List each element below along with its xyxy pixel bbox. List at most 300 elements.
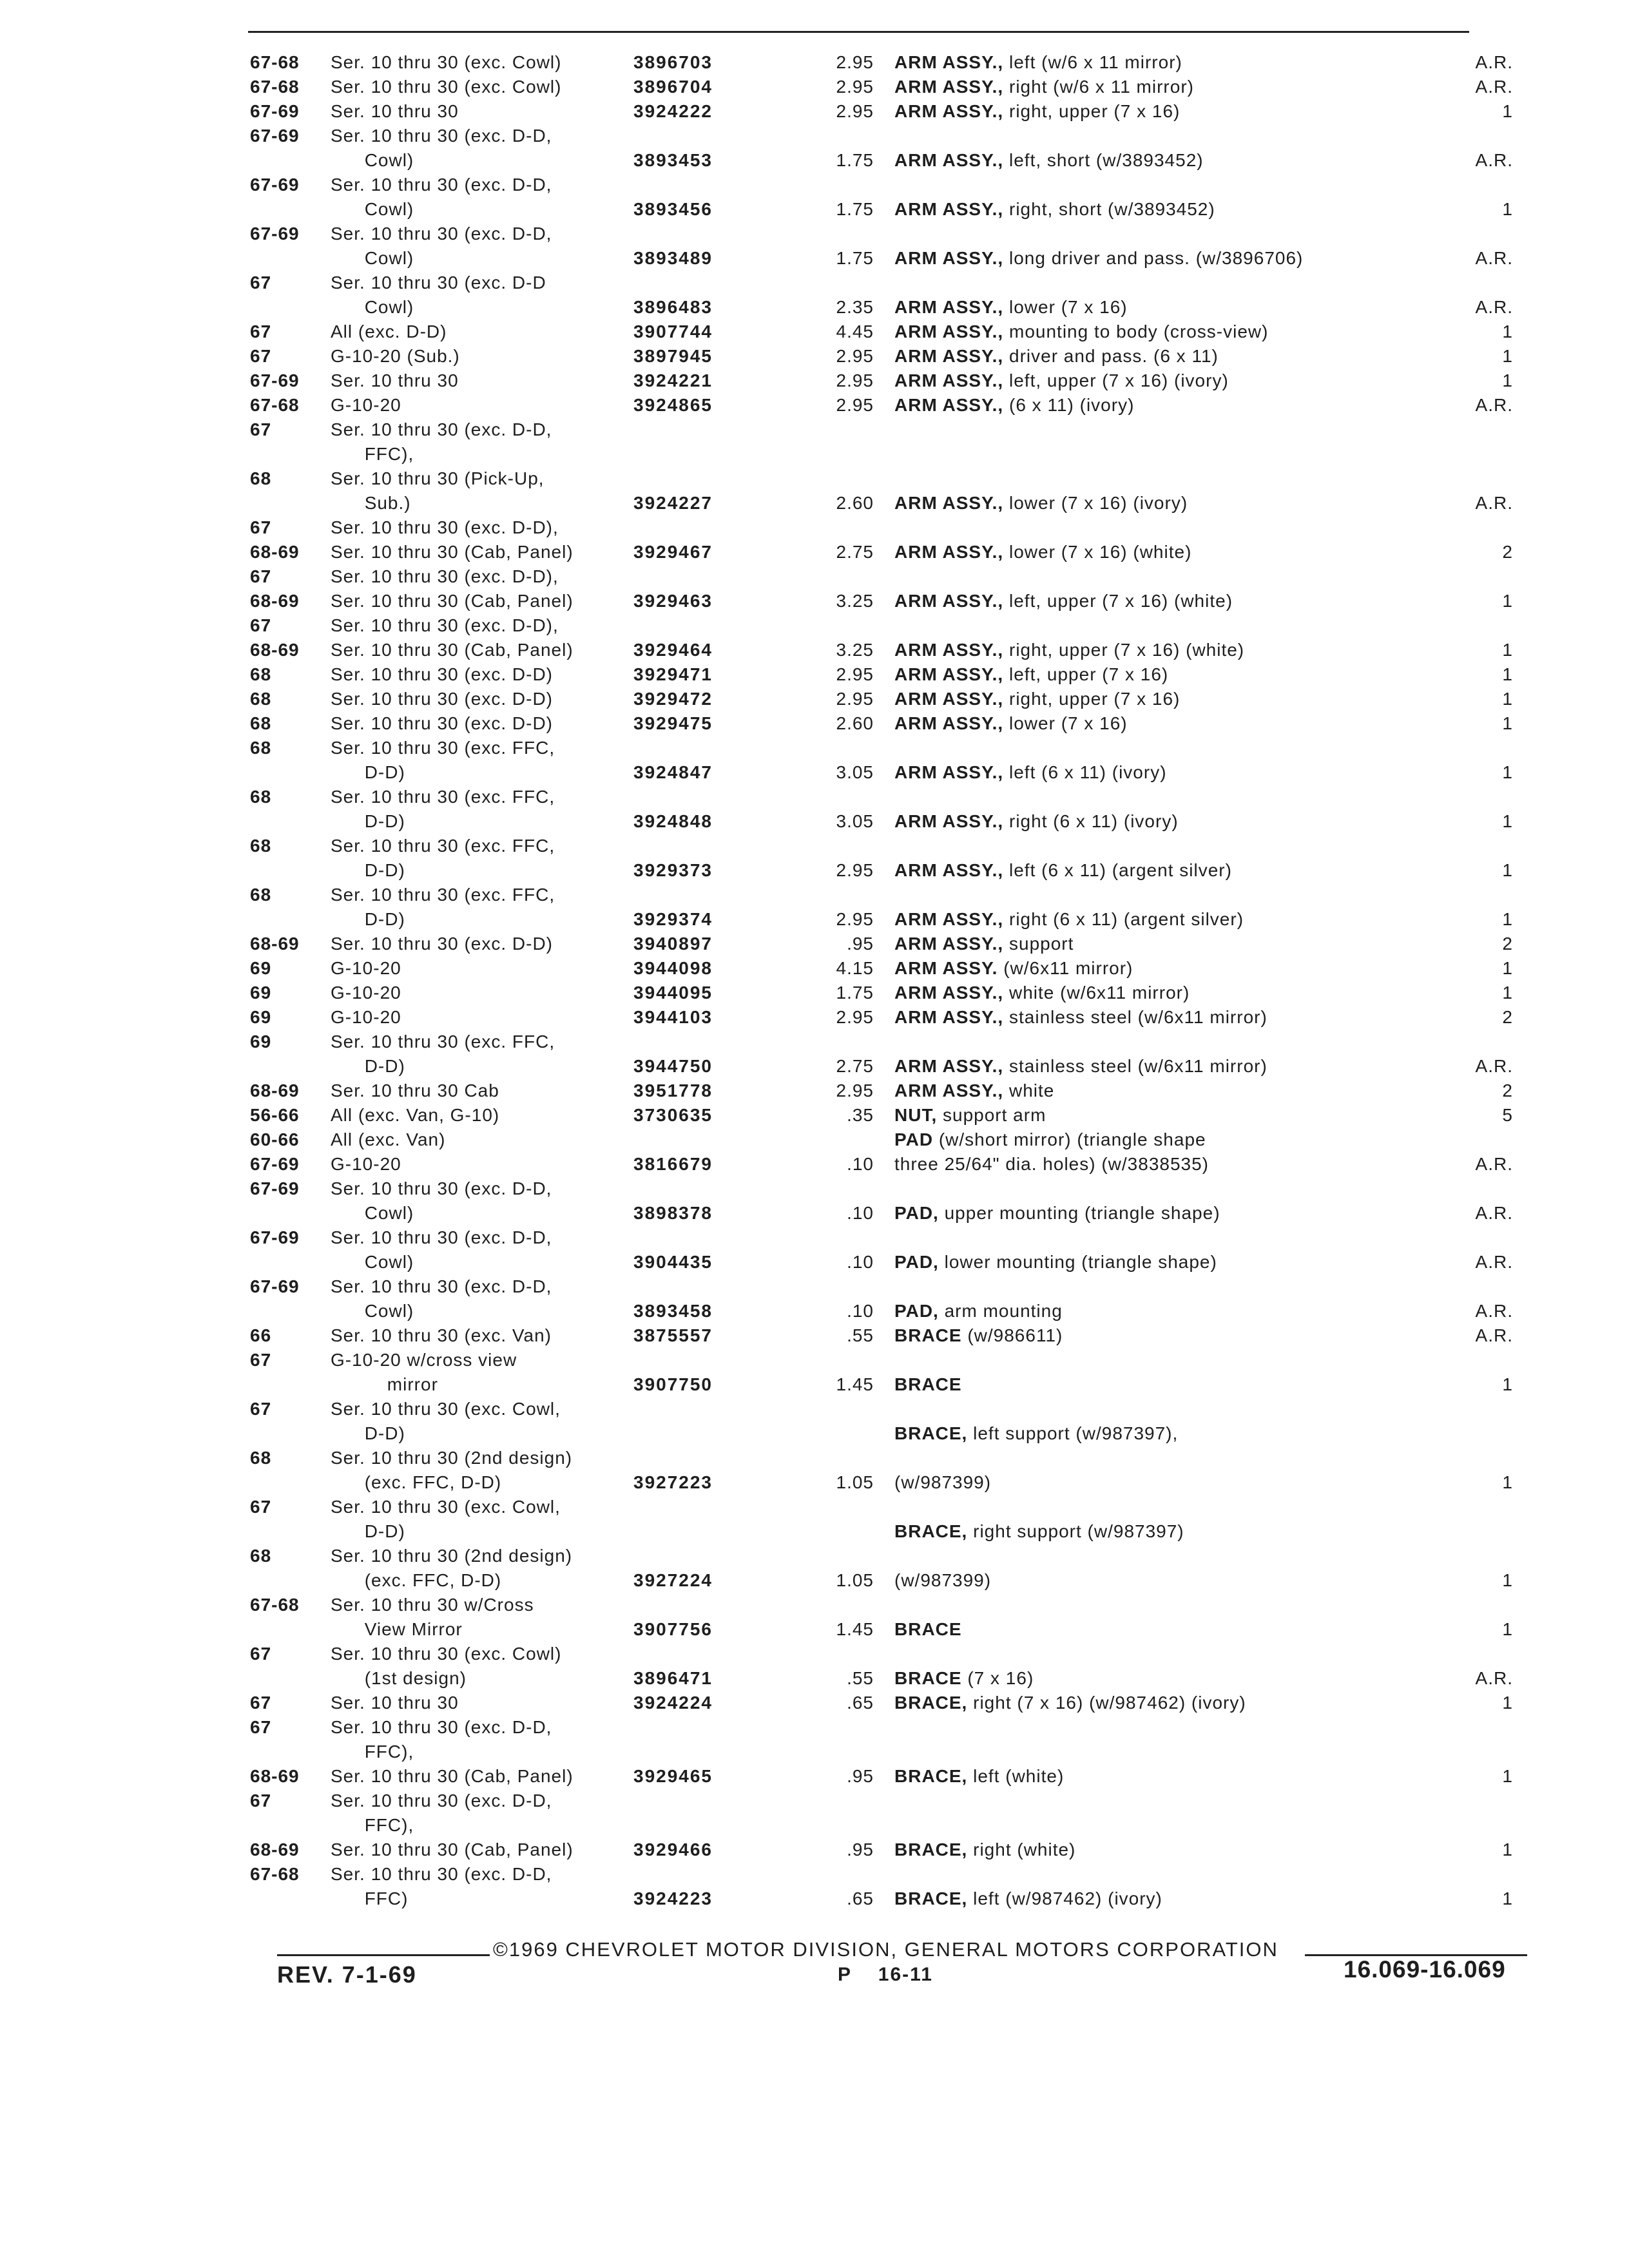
part-number: 3904435 [633, 1252, 713, 1272]
model-years: 67 [250, 517, 272, 537]
part-detail: left, upper (7 x 16) (white) [1003, 591, 1233, 611]
part-description [894, 687, 1180, 711]
model-years: 67-69 [250, 126, 300, 146]
quantity: A.R. [1475, 150, 1513, 170]
part-detail: arm mounting [938, 1301, 1063, 1321]
part-number: 3907744 [633, 322, 713, 341]
part-description [894, 1323, 1063, 1348]
part-name: BRACE [894, 1374, 962, 1394]
list-price: 1.75 [836, 199, 874, 219]
part-name: BRACE [894, 1668, 962, 1688]
model-years: 68 [250, 713, 272, 733]
list-price: 3.25 [836, 591, 874, 611]
parts-row [250, 981, 1526, 1005]
list-price: 1.75 [836, 248, 874, 268]
model-applicability: Ser. 10 thru 30 (exc. D-D, Cowl) [331, 1178, 552, 1223]
parts-row [250, 50, 1526, 75]
part-number: 3924865 [633, 395, 713, 415]
quantity: A.R. [1475, 52, 1513, 72]
parts-row [250, 1348, 1526, 1397]
part-number: 3944750 [633, 1056, 713, 1076]
part-name: ARM ASSY., [894, 860, 1004, 880]
part-detail: upper mounting (triangle shape) [938, 1203, 1220, 1223]
list-price: .10 [847, 1203, 874, 1223]
quantity: 2 [1502, 1007, 1513, 1027]
quantity: 1 [1502, 664, 1513, 684]
parts-row [250, 1005, 1526, 1030]
parts-row [250, 1764, 1526, 1789]
part-number: 3924227 [633, 493, 713, 513]
parts-row [250, 1225, 1526, 1274]
model-applicability: Ser. 10 thru 30 (Cab, Panel) [331, 640, 574, 660]
part-description [894, 50, 1182, 75]
part-description [894, 1054, 1268, 1079]
quantity: 1 [1502, 346, 1513, 366]
quantity: A.R. [1475, 248, 1513, 268]
list-price: .55 [847, 1668, 874, 1688]
part-description [894, 1299, 1063, 1323]
footer-rule-left [277, 1954, 490, 1956]
part-name: BRACE, [894, 1766, 968, 1786]
part-description [894, 589, 1233, 613]
part-description [894, 344, 1219, 369]
model-years: 68 [250, 885, 272, 905]
part-detail: right, short (w/3893452) [1003, 199, 1215, 219]
parts-row [250, 393, 1526, 418]
part-detail: right support (w/987397) [967, 1521, 1184, 1541]
quantity: 1 [1502, 1374, 1513, 1394]
part-name: ARM ASSY., [894, 640, 1004, 660]
part-description [894, 1103, 1046, 1128]
quantity: 1 [1502, 1766, 1513, 1786]
list-price: 3.25 [836, 640, 874, 660]
model-applicability: Ser. 10 thru 30 [331, 370, 459, 390]
quantity: A.R. [1475, 77, 1513, 97]
quantity: 1 [1502, 811, 1513, 831]
model-applicability: Ser. 10 thru 30 (exc. Cowl) [331, 77, 562, 97]
parts-row [250, 932, 1526, 956]
parts-row [250, 638, 1526, 662]
part-detail: left (w/6 x 11 mirror) [1003, 52, 1182, 72]
part-number: 3951778 [633, 1081, 713, 1100]
quantity: A.R. [1475, 1203, 1513, 1223]
list-price: 2.95 [836, 664, 874, 684]
part-name: ARM ASSY., [894, 1056, 1004, 1076]
part-number: 3924847 [633, 762, 713, 782]
list-price: 2.95 [836, 101, 874, 121]
model-applicability: Ser. 10 thru 30 (exc. Cowl) [331, 52, 562, 72]
quantity: 1 [1502, 1619, 1513, 1639]
part-number: 3924221 [633, 370, 713, 390]
parts-row [250, 271, 1526, 320]
quantity: A.R. [1475, 1252, 1513, 1272]
parts-row [250, 662, 1526, 687]
part-detail: (w/6x11 mirror) [998, 958, 1133, 978]
quantity: 1 [1502, 1840, 1513, 1860]
parts-row [250, 1838, 1526, 1862]
copyright-notice: ©1969 CHEVROLET MOTOR DIVISION, GENERAL MOTORS CORPORATION [493, 1938, 1278, 1961]
part-name: ARM ASSY., [894, 664, 1004, 684]
parts-row [250, 883, 1526, 932]
part-number: 3893456 [633, 199, 713, 219]
part-detail: (7 x 16) [961, 1668, 1034, 1688]
part-number: 3816679 [633, 1154, 713, 1174]
part-name: ARM ASSY., [894, 150, 1004, 170]
parts-list [250, 50, 1526, 1911]
model-years: 69 [250, 1007, 272, 1027]
part-detail: driver and pass. (6 x 11) [1003, 346, 1219, 366]
part-detail: left (w/987462) (ivory) [967, 1888, 1162, 1908]
part-name: ARM ASSY., [894, 591, 1004, 611]
quantity: 1 [1502, 322, 1513, 341]
list-price: 1.45 [836, 1374, 874, 1394]
part-description [894, 760, 1167, 785]
model-years: 68 [250, 738, 272, 758]
model-applicability: Ser. 10 thru 30 w/Cross View Mirror [331, 1595, 534, 1639]
model-applicability: Ser. 10 thru 30 (Cab, Panel) [331, 591, 574, 611]
parts-row [250, 173, 1526, 222]
model-years: 68-69 [250, 934, 300, 954]
model-years: 68-69 [250, 640, 300, 660]
model-applicability: G-10-20 w/cross view mirror [331, 1350, 517, 1394]
part-name: BRACE [894, 1619, 962, 1639]
part-detail: stainless steel (w/6x11 mirror) [1003, 1007, 1268, 1027]
parts-row [250, 956, 1526, 981]
part-name: ARM ASSY., [894, 934, 1004, 954]
part-description [894, 1666, 1034, 1691]
model-applicability: Ser. 10 thru 30 (exc. D-D, FFC) [331, 1864, 552, 1908]
model-years: 68-69 [250, 542, 300, 562]
model-applicability: Ser. 10 thru 30 (exc. D-D Cowl) [331, 273, 546, 317]
model-years: 67-68 [250, 395, 300, 415]
quantity: 1 [1502, 370, 1513, 390]
part-name: ARM ASSY., [894, 713, 1004, 733]
model-applicability: Ser. 10 thru 30 (Cab, Panel) [331, 1766, 574, 1786]
list-price: 2.95 [836, 909, 874, 929]
part-description [894, 148, 1204, 173]
part-detail: (w/short mirror) (triangle shape [933, 1129, 1206, 1149]
part-number: 3940897 [633, 934, 713, 954]
part-detail: right (6 x 11) (ivory) [1003, 811, 1179, 831]
model-applicability: Ser. 10 thru 30 (exc. FFC, D-D) [331, 885, 555, 929]
part-name: PAD, [894, 1203, 939, 1223]
model-applicability: G-10-20 [331, 395, 401, 415]
model-years: 68 [250, 1546, 272, 1566]
quantity: 1 [1502, 1472, 1513, 1492]
model-years: 68-69 [250, 1081, 300, 1100]
model-applicability: Ser. 10 thru 30 (exc. D-D, FFC), [331, 1791, 552, 1835]
parts-row [250, 1128, 1526, 1152]
part-number: 3944095 [633, 983, 713, 1003]
model-applicability: Ser. 10 thru 30 (exc. FFC, D-D) [331, 836, 555, 880]
part-description [894, 858, 1232, 883]
part-name: PAD [894, 1129, 934, 1149]
list-price: 4.15 [836, 958, 874, 978]
part-description [894, 1838, 1075, 1862]
model-years: 67 [250, 1791, 272, 1811]
quantity: 1 [1502, 713, 1513, 733]
model-applicability: Ser. 10 thru 30 (exc. FFC, D-D) [331, 738, 555, 782]
parts-row [250, 736, 1526, 785]
part-name: ARM ASSY., [894, 689, 1004, 709]
model-applicability: Ser. 10 thru 30 (exc. D-D, Cowl) [331, 126, 552, 170]
quantity: 1 [1502, 909, 1513, 929]
part-description [894, 99, 1180, 124]
part-name: ARM ASSY., [894, 811, 1004, 831]
model-years: 66 [250, 1325, 272, 1345]
list-price: 2.60 [836, 713, 874, 733]
model-applicability: Ser. 10 thru 30 [331, 1693, 459, 1713]
part-number: 3929373 [633, 860, 713, 880]
model-applicability: Ser. 10 thru 30 (exc. D-D, Cowl) [331, 175, 552, 219]
quantity: 1 [1502, 762, 1513, 782]
part-number: 3896704 [633, 77, 713, 97]
model-applicability: Ser. 10 thru 30 (exc. D-D) [331, 689, 554, 709]
parts-row [250, 1103, 1526, 1128]
top-rule [248, 31, 1469, 33]
part-detail: mounting to body (cross-view) [1003, 322, 1269, 341]
parts-row [250, 1862, 1526, 1911]
parts-row [250, 1642, 1526, 1691]
list-price: 2.95 [836, 370, 874, 390]
model-years: 68 [250, 836, 272, 856]
part-description [894, 932, 1074, 956]
part-detail: right, upper (7 x 16) [1003, 689, 1181, 709]
model-years: 68 [250, 664, 272, 684]
part-detail: lower (7 x 16) (white) [1003, 542, 1192, 562]
list-price: .10 [847, 1301, 874, 1321]
part-number: 3929475 [633, 713, 713, 733]
model-years: 67-68 [250, 52, 300, 72]
part-detail: left, upper (7 x 16) [1003, 664, 1169, 684]
list-price: .10 [847, 1252, 874, 1272]
model-applicability: Ser. 10 thru 30 (2nd design) (exc. FFC, D-D) [331, 1448, 573, 1492]
parts-row [250, 515, 1526, 540]
list-price: 1.45 [836, 1619, 874, 1639]
model-applicability: Ser. 10 thru 30 (exc. D-D, FFC), [331, 1717, 552, 1762]
model-applicability: Ser. 10 thru 30 (exc. FFC, D-D) [331, 787, 555, 831]
part-description [894, 662, 1168, 687]
part-name: ARM ASSY., [894, 1081, 1004, 1100]
model-years: 67-69 [250, 224, 300, 244]
revision-date: REV. 7-1-69 [277, 1961, 417, 1988]
quantity: 2 [1502, 934, 1513, 954]
part-number: 3929374 [633, 909, 713, 929]
part-description [894, 1250, 1217, 1274]
part-name: ARM ASSY., [894, 199, 1004, 219]
part-number: 3924848 [633, 811, 713, 831]
part-description [894, 1568, 991, 1593]
list-price: 2.95 [836, 689, 874, 709]
model-years: 56-66 [250, 1105, 300, 1125]
model-years: 68 [250, 1448, 272, 1468]
model-applicability: Ser. 10 thru 30 (exc. D-D, FFC), [331, 419, 552, 464]
part-number: 3927224 [633, 1570, 713, 1590]
model-applicability: Ser. 10 thru 30 (Pick-Up, Sub.) [331, 468, 545, 513]
part-number: 3875557 [633, 1325, 713, 1345]
part-name: ARM ASSY., [894, 395, 1004, 415]
list-price: .35 [847, 1105, 874, 1125]
part-number: 3929465 [633, 1766, 713, 1786]
part-detail: left support (w/987397), [967, 1423, 1179, 1443]
part-detail: left (6 x 11) (ivory) [1003, 762, 1167, 782]
part-number: 3929463 [633, 591, 713, 611]
list-price: 1.75 [836, 150, 874, 170]
part-detail: (6 x 11) (ivory) [1003, 395, 1135, 415]
parts-row [250, 369, 1526, 393]
quantity: A.R. [1475, 1325, 1513, 1345]
part-number: 3924223 [633, 1888, 713, 1908]
list-price: 2.60 [836, 493, 874, 513]
list-price: 2.95 [836, 77, 874, 97]
quantity: A.R. [1475, 297, 1513, 317]
quantity: 1 [1502, 199, 1513, 219]
part-detail: support [1003, 934, 1074, 954]
model-applicability: Ser. 10 thru 30 (exc. D-D), [331, 566, 559, 586]
part-detail: right (w/6 x 11 mirror) [1003, 77, 1194, 97]
model-years: 67-68 [250, 1864, 300, 1884]
part-detail: lower (7 x 16) [1003, 713, 1128, 733]
list-price: .65 [847, 1888, 874, 1908]
list-price: .95 [847, 1840, 874, 1860]
part-name: PAD, [894, 1301, 939, 1321]
part-number: 3896471 [633, 1668, 713, 1688]
model-years: 67-69 [250, 1178, 300, 1198]
part-number: 3929471 [633, 664, 713, 684]
model-years: 67-68 [250, 1595, 300, 1615]
model-applicability: Ser. 10 thru 30 (exc. D-D), [331, 615, 559, 635]
model-applicability: G-10-20 [331, 958, 401, 978]
model-applicability: Ser. 10 thru 30 (Cab, Panel) [331, 1840, 574, 1860]
part-detail: left, upper (7 x 16) (ivory) [1003, 370, 1229, 390]
part-name: ARM ASSY., [894, 762, 1004, 782]
part-detail: stainless steel (w/6x11 mirror) [1003, 1056, 1268, 1076]
part-name: ARM ASSY., [894, 983, 1004, 1003]
part-description [894, 1201, 1220, 1225]
model-applicability: All (exc. D-D) [331, 322, 447, 341]
model-years: 68-69 [250, 1840, 300, 1860]
parts-row [250, 540, 1526, 564]
model-years: 67 [250, 346, 272, 366]
parts-row [250, 222, 1526, 271]
part-name: ARM ASSY., [894, 248, 1004, 268]
quantity: 1 [1502, 983, 1513, 1003]
model-applicability: Ser. 10 thru 30 [331, 101, 459, 121]
part-name: BRACE, [894, 1888, 968, 1908]
model-applicability: Ser. 10 thru 30 (exc. D-D), [331, 517, 559, 537]
parts-row [250, 1030, 1526, 1079]
parts-row [250, 1446, 1526, 1495]
quantity: 2 [1502, 1081, 1513, 1100]
quantity: 1 [1502, 689, 1513, 709]
part-detail: (w/987399) [894, 1570, 992, 1590]
part-number: 3893453 [633, 150, 713, 170]
part-name: ARM ASSY., [894, 542, 1004, 562]
parts-row [250, 589, 1526, 613]
parts-row [250, 1079, 1526, 1103]
quantity: A.R. [1475, 1056, 1513, 1076]
part-name: ARM ASSY., [894, 493, 1004, 513]
model-years: 67-68 [250, 77, 300, 97]
model-years: 60-66 [250, 1129, 300, 1149]
parts-row [250, 466, 1526, 515]
list-price: 1.75 [836, 983, 874, 1003]
part-name: BRACE [894, 1325, 962, 1345]
part-name: PAD, [894, 1252, 939, 1272]
model-years: 67 [250, 1693, 272, 1713]
part-detail: right (7 x 16) (w/987462) (ivory) [967, 1693, 1246, 1713]
part-description [894, 638, 1244, 662]
list-price: 3.05 [836, 811, 874, 831]
model-applicability: All (exc. Van) [331, 1129, 446, 1149]
model-years: 67 [250, 615, 272, 635]
model-years: 67 [250, 1497, 272, 1517]
parts-row [250, 344, 1526, 369]
part-description [894, 1005, 1268, 1030]
part-description [894, 1372, 962, 1397]
model-applicability: Ser. 10 thru 30 (exc. Cowl, D-D) [331, 1399, 561, 1443]
part-detail: (w/986611) [961, 1325, 1063, 1345]
part-detail: right (white) [967, 1840, 1076, 1860]
part-name: BRACE, [894, 1840, 968, 1860]
part-detail: three 25/64" dia. holes) (w/3838535) [894, 1154, 1210, 1174]
quantity: 5 [1502, 1105, 1513, 1125]
quantity: 1 [1502, 1570, 1513, 1590]
model-years: 68 [250, 787, 272, 807]
model-applicability: Ser. 10 thru 30 (exc. D-D) [331, 713, 554, 733]
part-description [894, 711, 1128, 736]
model-years: 67-69 [250, 101, 300, 121]
model-years: 67 [250, 566, 272, 586]
part-name: ARM ASSY., [894, 297, 1004, 317]
part-number: 3927223 [633, 1472, 713, 1492]
part-name: ARM ASSY., [894, 52, 1004, 72]
part-number: 3896703 [633, 52, 713, 72]
quantity: A.R. [1475, 1154, 1513, 1174]
part-description [894, 246, 1303, 271]
part-name: ARM ASSY., [894, 909, 1004, 929]
model-applicability: Ser. 10 thru 30 (exc. D-D) [331, 664, 554, 684]
quantity: A.R. [1475, 395, 1513, 415]
part-description [894, 1079, 1054, 1103]
part-description [894, 75, 1194, 99]
model-applicability: Ser. 10 thru 30 (exc. D-D, Cowl) [331, 1227, 552, 1272]
parts-row [250, 711, 1526, 736]
parts-row [250, 124, 1526, 173]
model-applicability: G-10-20 (Sub.) [331, 346, 460, 366]
parts-row [250, 320, 1526, 344]
part-number: 3730635 [633, 1105, 713, 1125]
list-price: 2.95 [836, 860, 874, 880]
quantity: 1 [1502, 640, 1513, 660]
list-price: 3.05 [836, 762, 874, 782]
part-description [894, 981, 1190, 1005]
list-price: 1.05 [836, 1570, 874, 1590]
part-name: ARM ASSY., [894, 370, 1004, 390]
quantity: A.R. [1475, 1301, 1513, 1321]
part-detail: white [1003, 1081, 1055, 1100]
part-detail: right (6 x 11) (argent silver) [1003, 909, 1244, 929]
part-description [894, 320, 1268, 344]
quantity: 2 [1502, 542, 1513, 562]
quantity: 1 [1502, 101, 1513, 121]
list-price: .10 [847, 1154, 874, 1174]
list-price: 2.95 [836, 395, 874, 415]
quantity: 1 [1502, 1888, 1513, 1908]
part-number: 3924224 [633, 1693, 713, 1713]
model-applicability: Ser. 10 thru 30 (exc. Cowl) (1st design) [331, 1644, 562, 1688]
part-number: 3898378 [633, 1203, 713, 1223]
